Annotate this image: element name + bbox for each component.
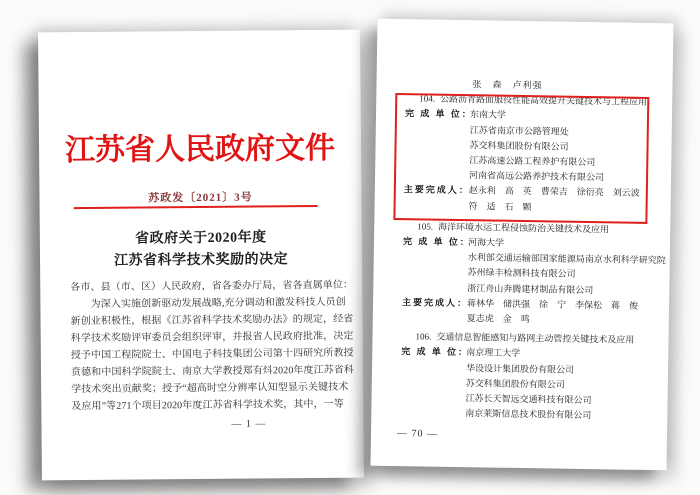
body-line: 各市、县（市、区）人民政府，省各委办厅局，省各直属单位： <box>70 279 354 294</box>
unit-name: 东南大学 <box>469 109 507 121</box>
item-title: 海洋环境水运工程侵蚀防治关键技术及应用 <box>437 221 610 235</box>
item-title: 交通信息智能感知与路网主动管控关键技术及应用 <box>436 331 635 346</box>
page-number-right: — 70 — <box>396 428 439 441</box>
page-right <box>371 19 674 471</box>
unit-name: 苏交科集团股份有限公司 <box>469 139 569 152</box>
unit-name: 南京莱斯信息技术股份有限公司 <box>465 408 592 421</box>
award-item-106 <box>371 329 668 425</box>
government-banner-title: 江苏省人民政府文件 <box>64 131 336 168</box>
award-item-105 <box>373 219 671 330</box>
unit-name: 苏州绿丰检测科技有限公司 <box>467 267 576 280</box>
page-number-left: — 1 — <box>231 418 267 430</box>
carryover-people-names: 张 森 卢利强 <box>472 79 543 91</box>
body-paragraph <box>70 277 355 415</box>
unit-name: 河海大学 <box>467 237 505 248</box>
body-line: 及应用”等271个项目2020年度江苏省科学技术奖，其中，一等 <box>71 398 344 413</box>
body-line: 新创业积极性，根据《江苏省科学技术奖励办法》的规定，经省 <box>70 313 354 328</box>
people-names: 夏志虎 金 鸣 <box>466 313 530 325</box>
body-line: 贲德和中国科学院院士、南京大学教授郑有炓2020年度江苏省科 <box>70 364 355 379</box>
body-line: 授予中国工程院院士、中国电子科技集团公司第十四研究所教授 <box>70 347 354 362</box>
unit-name: 华设设计集团股份有限公司 <box>465 362 575 375</box>
item-title: 公路沥青路面服役性能高效提升关键技术与工程应用 <box>439 93 648 108</box>
unit-name: 江苏长天智远交通科技有限公司 <box>465 393 592 406</box>
item-number: 106. <box>415 331 432 342</box>
unit-name: 南京理工大学 <box>466 347 521 359</box>
unit-label: 完 成 单 位： <box>402 236 471 248</box>
people-names: 赵永利 高 英 曹荣吉 徐衍亮 刘云波 <box>468 185 640 199</box>
body-line: 学技术突出贡献奖；授予“超高时空分辨率认知型显示关键技术 <box>71 381 349 396</box>
award-list <box>371 76 673 446</box>
unit-name: 浙江舟山奔腾建材制品有限公司 <box>467 282 594 295</box>
unit-name: 苏交科集团股份有限公司 <box>465 377 565 390</box>
decision-title-line1: 省政府关于2020年度 <box>135 230 267 247</box>
unit-name: 水利部交通运输部国家能源局南京水利科学研究院 <box>467 252 666 266</box>
people-label: 主要完成人： <box>403 184 470 196</box>
body-line: 科学技术奖励评审委员会组织评审，并报省人民政府批准，决定 <box>70 330 354 345</box>
body-line: 为深入实施创新驱动发展战略,充分调动和激发科技人员创 <box>70 296 346 311</box>
unit-name: 江苏高速公路工程养护有限公司 <box>469 155 596 168</box>
unit-name: 河南省高远公路养护技术有限公司 <box>469 170 605 183</box>
decision-title-line2: 江苏省科学技术奖励的决定 <box>113 252 289 269</box>
unit-label: 完 成 单 位： <box>401 346 470 358</box>
item-number: 104. <box>419 93 436 104</box>
item-number: 105. <box>417 221 434 232</box>
people-names: 蒋林华 储洪强 徐 宁 李保松 蒋 俊 <box>466 297 639 311</box>
award-item-104 <box>374 91 672 217</box>
unit-label: 完 成 单 位： <box>404 108 473 120</box>
doc-number: 苏政发〔2021〕3号 <box>148 191 253 205</box>
page-left <box>38 30 364 481</box>
people-label: 主要完成人： <box>402 296 469 309</box>
unit-name: 江苏省南京市公路管理处 <box>469 124 569 137</box>
people-names: 符 适 石 颗 <box>468 200 532 212</box>
